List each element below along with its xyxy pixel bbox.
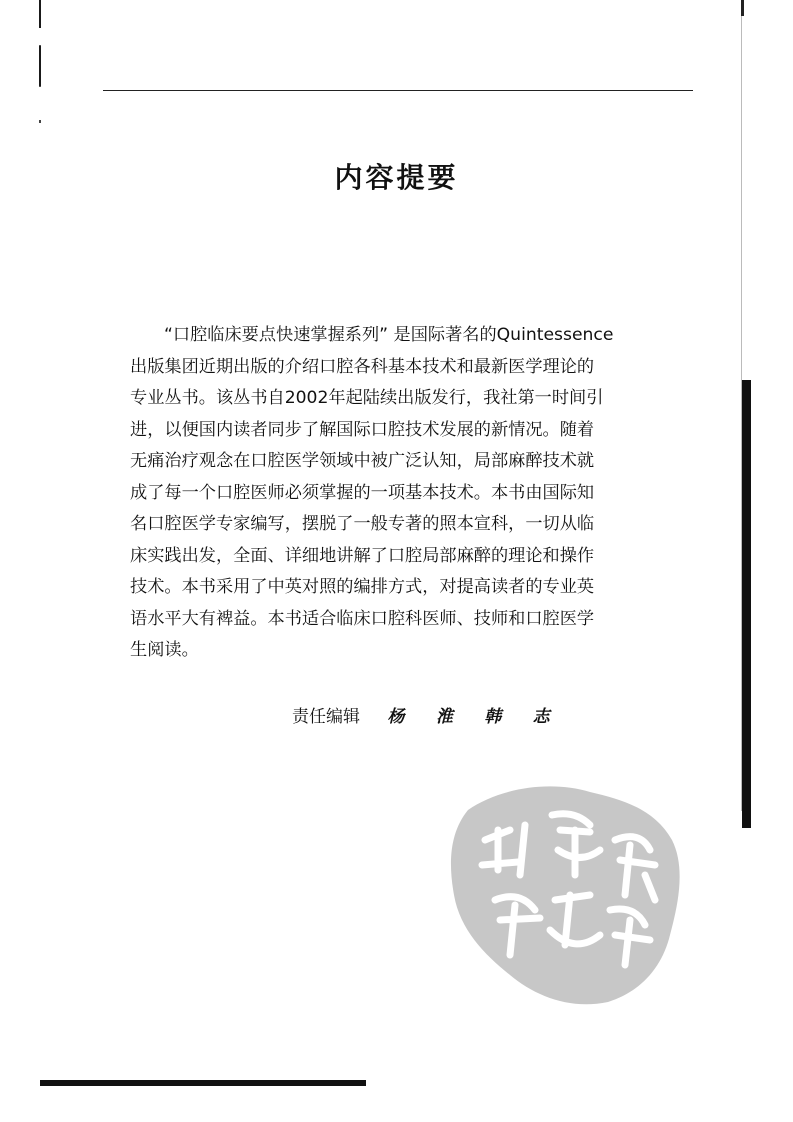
summary-line: 生阅读。 (130, 640, 199, 660)
summary-line: “口腔临床要点快速掌握系列” 是国际著名的Quintessence (164, 325, 614, 345)
summary-line: 进，以便国内读者同步了解国际口腔技术发展的新情况。随着 (130, 419, 595, 440)
page-title: 内容提要 (334, 161, 459, 194)
summary-line: 出版集团近期出版的介绍口腔各科基本技术和最新医学理论的 (130, 356, 595, 377)
editor-name: 韩 (484, 707, 502, 727)
editor-name: 杨 (387, 707, 405, 727)
scan-artifact-left-top (39, 0, 41, 28)
summary-line: 专业丛书。该丛书自2002年起陆续出版发行，我社第一时间引 (130, 388, 604, 408)
scan-artifact-left-dot (39, 120, 41, 123)
editor-name: 志 (532, 707, 550, 727)
editor-name: 淮 (435, 707, 453, 727)
scan-artifact-right-top (741, 0, 744, 16)
scan-artifact-right-bar (742, 380, 751, 828)
summary-line: 成了每一个口腔医师必须掌握的一项基本技术。本书由国际知 (130, 482, 595, 503)
summary-line: 床实践出发，全面、详细地讲解了口腔局部麻醉的理论和操作 (130, 545, 595, 566)
responsible-editors (292, 702, 576, 727)
summary-line: 无痛治疗观念在口腔医学领域中被广泛认知，局部麻醉技术就 (130, 451, 595, 471)
editors-label: 责任编辑 (292, 707, 360, 727)
scan-artifact-left-mark (39, 45, 41, 87)
summary-line: 技术。本书采用了中英对照的编排方式，对提高读者的专业英 (130, 577, 595, 597)
header-rule (103, 90, 693, 91)
summary-paragraph (130, 320, 670, 667)
summary-line: 名口腔医学专家编写，摆脱了一般专著的照本宣科，一切从临 (130, 514, 595, 534)
footer-rule (40, 1080, 366, 1086)
summary-line: 语水平大有裨益。本书适合临床口腔科医师、技师和口腔医学 (130, 608, 595, 629)
seal-stamp-icon (440, 770, 690, 1010)
